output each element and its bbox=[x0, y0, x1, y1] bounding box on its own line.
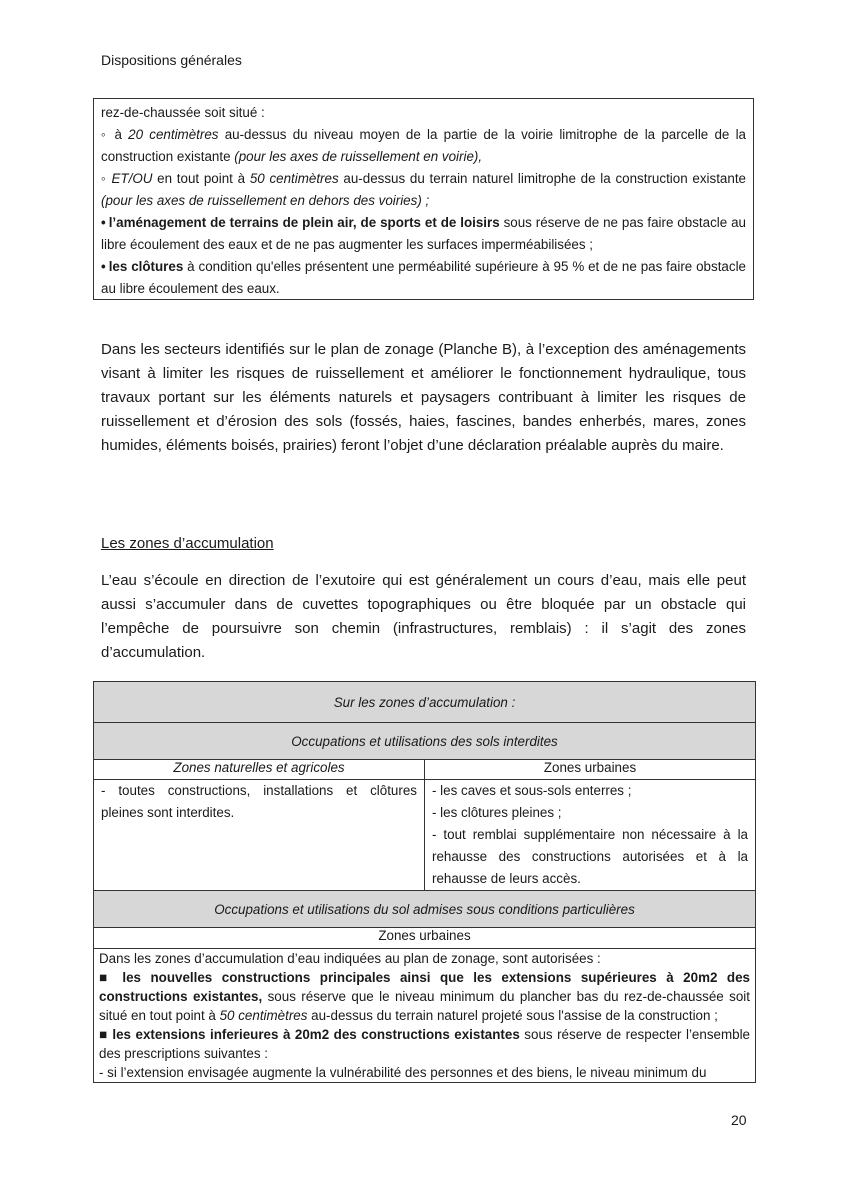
box-item-terrain: ◦ ET/OU en tout point à 50 centimètres au-dessus du terrain naturel limitrophe de la construction existante (pour les axes de ruissellement en dehors des voiries) ; bbox=[101, 171, 746, 208]
box-item-clotures: • les clôtures à condition qu'elles présentent une perméabilité supérieure à 95 % et de ne pas faire obstacle au libre écoulement des eaux. bbox=[101, 259, 746, 296]
table-title: Sur les zones d’accumulation : bbox=[94, 682, 756, 723]
page-header: Dispositions générales bbox=[101, 52, 242, 68]
admitted-header: Occupations et utilisations du sol admises sous conditions particulières bbox=[94, 891, 756, 928]
page-number: 20 bbox=[731, 1112, 747, 1128]
admitted-item-extensions: ■ les extensions inferieures à 20m2 des constructions existantes sous réserve de respecter l’ensemble des prescriptions suivantes : bbox=[99, 1027, 750, 1061]
natural-forbidden-cell: - toutes constructions, installations et clôtures pleines sont interdites. bbox=[94, 780, 425, 891]
box-item-voirie: ◦ à 20 centimètres au-dessus du niveau moyen de la partie de la voirie limitrophe de la parcelle de la construction existante (pour les axes de ruissellement en voirie), bbox=[101, 127, 746, 164]
admitted-intro: Dans les zones d’accumulation d’eau indiquées au plan de zonage, sont autorisées : bbox=[99, 951, 601, 966]
col-urban-header: Zones urbaines bbox=[425, 760, 756, 780]
paragraph-accumulation: L’eau s’écoule en direction de l’exutoire qui est généralement un cours d’eau, mais elle peut aussi s’accumuler dans de cuvettes topographiques ou être bloquée par un obstacle qui l’empêche de poursuivre son chemin (infrastructures, remblais) : il s’agit des zones d’accumulation. bbox=[101, 572, 746, 661]
forbidden-header: Occupations et utilisations des sols interdites bbox=[94, 723, 756, 760]
admitted-item-new: ■ les nouvelles constructions principales ainsi que les extensions supérieures à 20m2 des constructions existantes, sous réserve que le niveau minimum du plancher bas du rez-de-chaussée soit situé en tout point à 50 centimètres au-dessus du terrain naturel projeté sous l'assise de la construction ; bbox=[99, 970, 750, 1023]
admitted-col-header: Zones urbaines bbox=[94, 928, 756, 949]
col-natural-header: Zones naturelles et agricoles bbox=[94, 760, 425, 780]
admitted-cell bbox=[94, 949, 756, 1083]
urban-forbidden-cell bbox=[425, 780, 756, 891]
paragraph-secteurs: Dans les secteurs identifiés sur le plan de zonage (Planche B), à l’exception des aménagements visant à limiter les risques de ruissellement et améliorer le fonctionnement hydraulique, tous travaux portant sur les éléments naturels et paysagers contribuant à limiter les risques de ruissellement et d’érosion des sols (fossés, haies, fascines, bandes enherbés, mares, zones humides, éléments boisés, prairies) feront l’objet d’une déclaration préalable auprès du maire. bbox=[101, 341, 746, 454]
list-item: - tout remblai supplémentaire non nécessaire à la rehausse des constructions autorisées et à la rehausse de leurs accès. bbox=[432, 827, 748, 886]
admitted-item-vulnerability: - si l’extension envisagée augmente la vulnérabilité des personnes et des biens, le niveau minimum du bbox=[99, 1065, 707, 1080]
box-line: rez-de-chaussée soit situé : bbox=[101, 105, 265, 120]
list-item: - les clôtures pleines ; bbox=[432, 805, 562, 820]
box-item-loisirs: • l’aménagement de terrains de plein air, de sports et de loisirs sous réserve de ne pas faire obstacle au libre écoulement des eaux et de ne pas augmenter les surfaces imperméabilisées ; bbox=[101, 215, 746, 252]
accumulation-table bbox=[93, 681, 756, 1083]
prescriptions-box bbox=[93, 98, 754, 300]
section-heading: Les zones d’accumulation bbox=[101, 535, 274, 552]
list-item: - les caves et sous-sols enterres ; bbox=[432, 783, 632, 798]
